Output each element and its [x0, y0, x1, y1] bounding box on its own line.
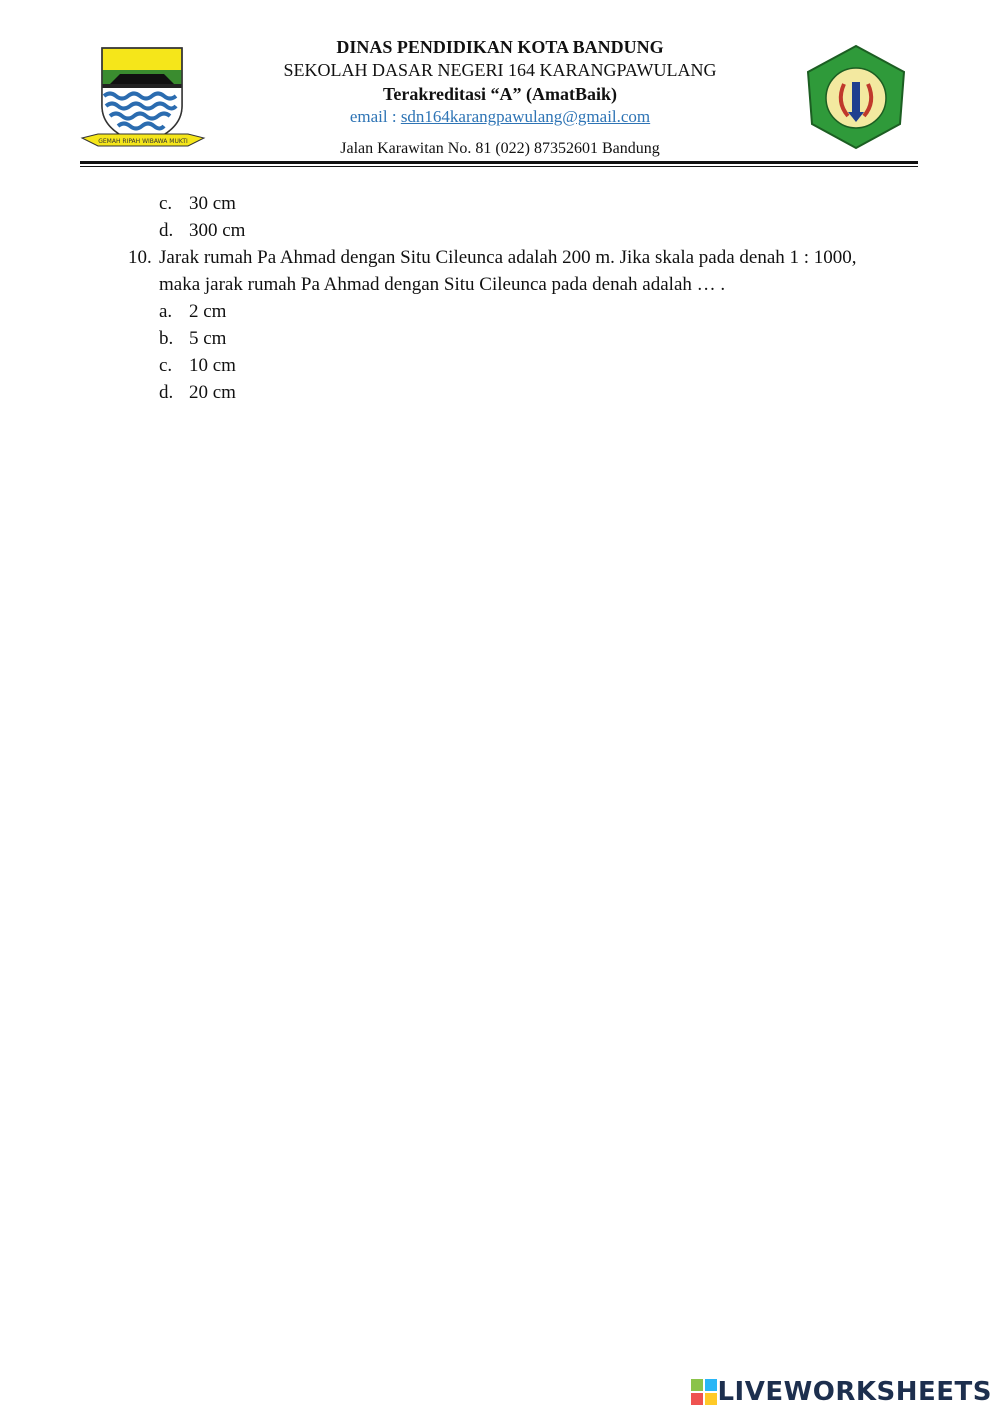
option-d [128, 379, 888, 406]
option-text: 10 cm [189, 355, 236, 376]
option-letter: c. [159, 193, 173, 214]
worksheet-content [128, 190, 888, 406]
email-link[interactable]: sdn164karangpawulang@gmail.com [400, 107, 651, 126]
school-logo [800, 44, 912, 152]
header-rule-thin [80, 166, 918, 167]
liveworksheets-logo-icon [691, 1379, 717, 1405]
option-text: 5 cm [189, 328, 227, 349]
svg-text:GEMAH RIPAH WIBAWA MUKTI: GEMAH RIPAH WIBAWA MUKTI [98, 138, 188, 145]
question-number: 10. [128, 247, 152, 268]
option-text: 2 cm [189, 301, 227, 322]
agency-name: DINAS PENDIDIKAN KOTA BANDUNG [336, 37, 664, 57]
liveworksheets-watermark [691, 1377, 992, 1407]
option-a [128, 298, 888, 325]
option-text: 20 cm [189, 382, 236, 403]
question-10 [128, 244, 888, 298]
school-name: SEKOLAH DASAR NEGERI 164 KARANGPAWULANG [283, 60, 717, 80]
option-c [128, 352, 888, 379]
prev-option-c [128, 190, 888, 217]
watermark-text: LIVEWORKSHEETS [717, 1377, 992, 1407]
option-letter: d. [159, 382, 174, 403]
option-text: 300 cm [189, 220, 246, 241]
bandung-city-emblem [80, 44, 206, 152]
option-b [128, 325, 888, 352]
email-label: email : [349, 107, 401, 126]
header-rule-thick [80, 161, 918, 164]
school-address: Jalan Karawitan No. 81 (022) 87352601 Bandung [340, 140, 660, 157]
letterhead [80, 36, 920, 166]
email-line [230, 106, 770, 128]
option-letter: c. [159, 355, 173, 376]
option-letter: d. [159, 220, 174, 241]
question-text: Jarak rumah Pa Ahmad dengan Situ Cileunca adalah 200 m. Jika skala pada denah 1 : 1000, maka jarak rumah Pa Ahmad dengan Situ Cileunca pada denah adalah … . [159, 247, 857, 295]
option-letter: a. [159, 301, 173, 322]
accreditation: Terakreditasi “A” (AmatBaik) [383, 84, 617, 104]
option-text: 30 cm [189, 193, 236, 214]
prev-option-d [128, 217, 888, 244]
option-letter: b. [159, 328, 174, 349]
letterhead-text [230, 36, 770, 160]
